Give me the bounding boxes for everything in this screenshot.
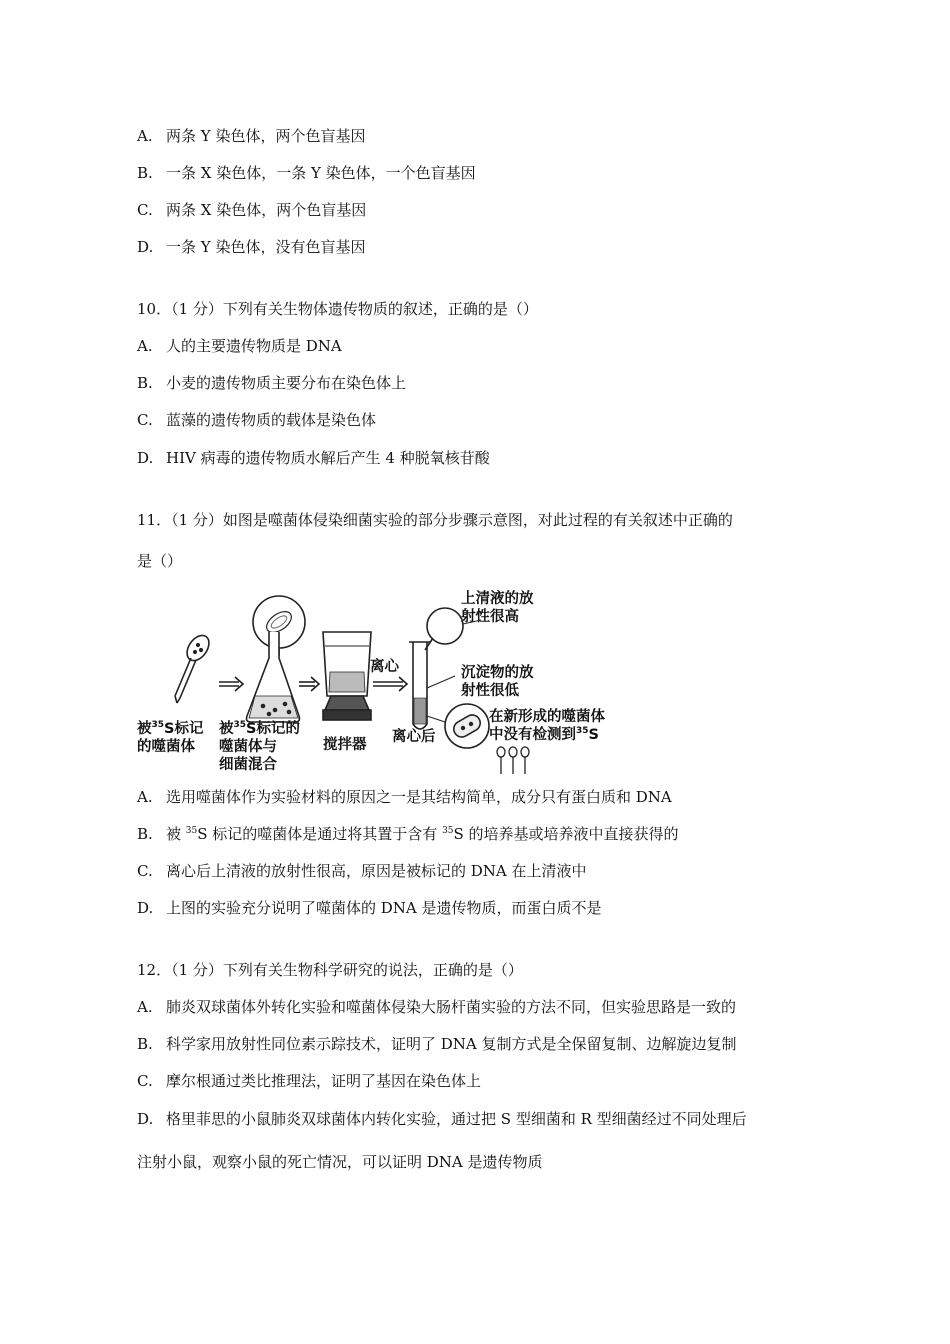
blender-icon <box>323 632 371 720</box>
q12-option-d-continuation: 注射小鼠，观察小鼠的死亡情况，可以证明 DNA 是遗传物质 <box>137 1153 543 1171</box>
q12-option-d: D. 格里菲思的小鼠肺炎双球菌体内转化实验，通过把 S 型细菌和 R 型细菌经过不同处理后 <box>137 1110 747 1128</box>
q12-stem: 12．（1 分）下列有关生物科学研究的说法，正确的是（） <box>137 961 523 979</box>
q11-option-b: B. 被 $^{35}$S 标记的噬菌体是通过将其置于含有 $^{35}$S 的培养基或培养液中直接获得的 <box>137 825 679 843</box>
arrow-icon <box>299 677 319 691</box>
label-new-phage: 在新形成的噬菌体 中没有检测到$^{35}$S <box>489 709 605 743</box>
q12-option-b: B. 科学家用放射性同位素示踪技术，证明了 DNA 复制方式是全保留复制、边解旋边复制 <box>137 1035 737 1053</box>
q11-stem-line1: 11．（1 分）如图是噬菌体侵染细菌实验的部分步骤示意图，对此过程的有关叙述中正确的 <box>137 511 733 529</box>
label-pellet: 沉淀物的放 射性很低 <box>461 665 534 699</box>
q10-option-c: C. 蓝藻的遗传物质的载体是染色体 <box>137 411 377 429</box>
q11-option-a: A. 选用噬菌体作为实验材料的原因之一是其结构简单，成分只有蛋白质和 DNA <box>137 788 672 806</box>
q10-option-d: D. HIV 病毒的遗传物质水解后产生 4 种脱氧核苷酸 <box>137 449 490 467</box>
q11-stem-line2: 是（） <box>137 552 183 570</box>
q9-option-c: C. 两条 X 染色体，两个色盲基因 <box>137 201 367 219</box>
q10-option-b: B. 小麦的遗传物质主要分布在染色体上 <box>137 374 407 392</box>
q12-option-c: C. 摩尔根通过类比推理法，证明了基因在染色体上 <box>137 1072 482 1090</box>
q11-option-d: D. 上图的实验充分说明了噬菌体的 DNA 是遗传物质，而蛋白质不是 <box>137 899 602 917</box>
label-labeled-phage: 被$^{35}$S标记 的噬菌体 <box>137 720 204 755</box>
bacterium-magnifier-icon <box>427 704 489 748</box>
label-supernatant: 上清液的放 射性很高 <box>461 591 534 625</box>
arrow-icon <box>373 677 407 691</box>
label-stirrer: 搅拌器 <box>323 737 367 753</box>
q10-stem: 10．（1 分）下列有关生物体遗传物质的叙述，正确的是（） <box>137 300 538 318</box>
label-phage-bacteria-mix: 被$^{35}$S标记的 噬菌体与 细菌混合 <box>219 720 300 773</box>
dropper-icon <box>175 631 213 703</box>
q9-option-d: D. 一条 Y 染色体，没有色盲基因 <box>137 238 366 256</box>
phage-offspring-icon <box>497 747 529 774</box>
phage-experiment-figure <box>137 588 627 784</box>
q9-option-b: B. 一条 X 染色体，一条 Y 染色体，一个色盲基因 <box>137 164 476 182</box>
q9-option-a: A. 两条 Y 染色体，两个色盲基因 <box>137 127 366 145</box>
label-centrifuge: 离心 <box>370 659 399 675</box>
q12-option-a: A. 肺炎双球菌体外转化实验和噬菌体侵染大肠杆菌实验的方法不同，但实验思路是一致的 <box>137 998 737 1016</box>
arrow-icon <box>219 677 243 691</box>
q11-option-c: C. 离心后上清液的放射性很高，原因是被标记的 DNA 在上清液中 <box>137 862 587 880</box>
label-after-centrifuge: 离心后 <box>392 729 436 745</box>
figure-drawing <box>137 588 627 784</box>
q10-option-a: A. 人的主要遗传物质是 DNA <box>137 337 342 355</box>
